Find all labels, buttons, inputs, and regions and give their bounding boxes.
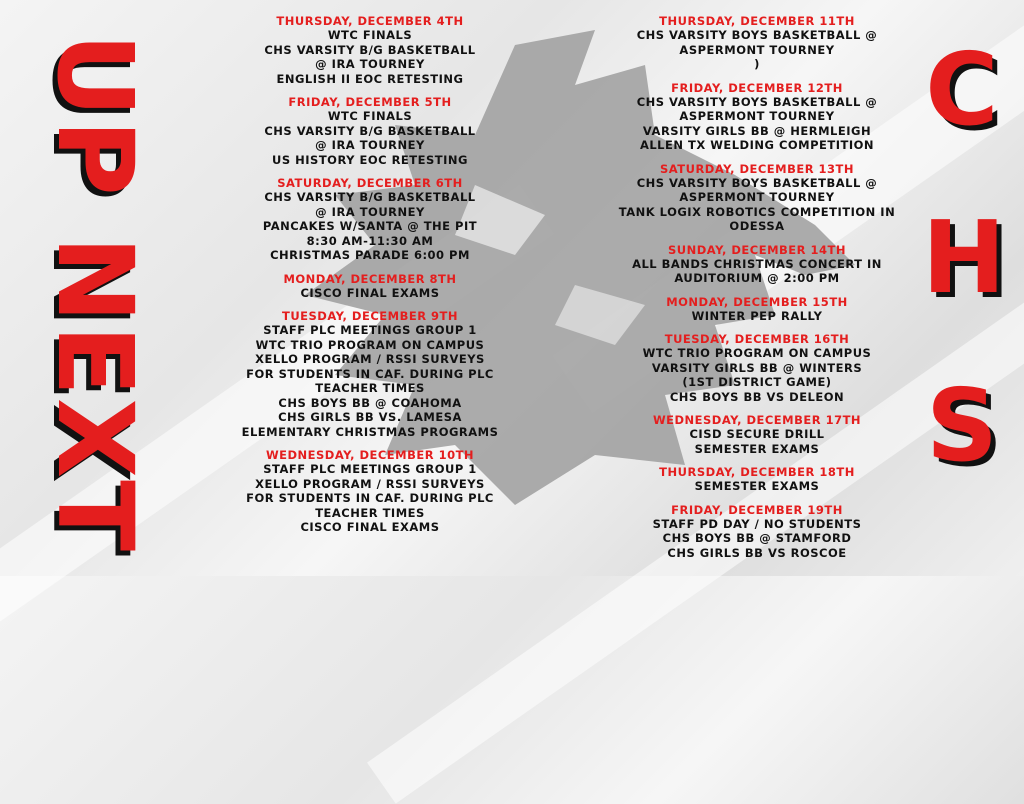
event-item: ASPERMONT TOURNEY [679, 109, 835, 123]
event-item: SEMESTER EXAMS [694, 479, 820, 493]
event-item: US HISTORY EOC RETESTING [272, 152, 468, 167]
schedule-day [205, 95, 535, 167]
schedule-day [592, 295, 922, 324]
event-item: CISCO FINAL EXAMS [300, 520, 440, 534]
left-schedule-column [205, 14, 535, 544]
event-item: FOR STUDENTS IN CAF. DURING PLC [246, 366, 494, 381]
event-item: @ IRA TOURNEY [315, 138, 425, 152]
event-item: CHS VARSITY B/G BASKETBALL [264, 123, 476, 138]
chs-letter-c: C [925, 31, 999, 148]
event-item: (1ST DISTRICT GAME) [682, 375, 832, 389]
schedule-day [205, 14, 535, 86]
event-item: SEMESTER EXAMS [694, 441, 820, 456]
event-item: XELLO PROGRAM / RSSI SURVEYS [255, 352, 485, 366]
event-item: STAFF PLC MEETINGS GROUP 1 [263, 462, 477, 476]
schedule-day [592, 503, 922, 561]
day-title: SATURDAY, DECEMBER 6TH [277, 176, 463, 190]
day-title: TUESDAY, DECEMBER 16TH [664, 332, 850, 346]
event-item: XELLO PROGRAM / RSSI SURVEYS [255, 476, 485, 491]
event-item: ASPERMONT TOURNEY [679, 190, 835, 204]
event-item: FOR STUDENTS IN CAF. DURING PLC [246, 491, 494, 505]
day-title: THURSDAY, DECEMBER 11TH [659, 14, 855, 28]
day-title: TUESDAY, DECEMBER 9TH [281, 309, 459, 323]
day-title: FRIDAY, DECEMBER 12TH [671, 80, 843, 95]
event-item: @ IRA TOURNEY [315, 204, 425, 219]
event-item: ASPERMONT TOURNEY [679, 42, 835, 57]
day-title: MONDAY, DECEMBER 8TH [283, 271, 457, 286]
up-next-title: UP NEXT [34, 33, 156, 554]
event-item: CHS VARSITY BOYS BASKETBALL @ [636, 175, 878, 190]
day-title: FRIDAY, DECEMBER 5TH [288, 95, 452, 109]
schedule-day [592, 413, 922, 456]
event-item: VARSITY GIRLS BB @ WINTERS [651, 360, 863, 375]
event-item: CHS BOYS BB VS DELEON [669, 389, 845, 404]
event-item: ALLEN TX WELDING COMPETITION [639, 138, 875, 152]
event-item: CHS VARSITY B/G BASKETBALL [264, 190, 476, 204]
event-item: ALL BANDS CHRISTMAS CONCERT IN [632, 256, 882, 271]
event-item: TEACHER TIMES [315, 381, 425, 395]
schedule-day [205, 176, 535, 263]
chs-title [922, 31, 1006, 544]
day-title: WEDNESDAY, DECEMBER 10TH [265, 448, 475, 462]
event-item: TANK LOGIX ROBOTICS COMPETITION IN [618, 204, 896, 219]
event-item: CHRISTMAS PARADE 6:00 PM [270, 248, 470, 262]
day-title: WEDNESDAY, DECEMBER 17TH [652, 413, 862, 427]
event-item: CHS VARSITY BOYS BASKETBALL @ [636, 28, 878, 42]
event-item: WTC TRIO PROGRAM ON CAMPUS [255, 337, 485, 352]
day-title: SATURDAY, DECEMBER 13TH [659, 161, 855, 176]
event-item: WINTER PEP RALLY [691, 308, 823, 323]
event-item: CHS VARSITY BOYS BASKETBALL @ [636, 94, 878, 109]
day-title: MONDAY, DECEMBER 15TH [666, 294, 848, 309]
schedule-day [592, 162, 922, 234]
event-item: CHS GIRLS BB VS ROSCOE [667, 545, 847, 560]
schedule-day [592, 332, 922, 404]
event-item: CHS BOYS BB @ STAMFORD [662, 531, 852, 545]
schedule-day [592, 243, 922, 286]
event-item: ODESSA [729, 219, 785, 233]
event-item: CHS BOYS BB @ COAHOMA [278, 395, 462, 410]
schedule-day [592, 81, 922, 153]
schedule-day [592, 14, 922, 72]
event-item: ) [754, 57, 760, 71]
schedule-day [205, 309, 535, 439]
event-item: CHS GIRLS BB VS. LAMESA [278, 410, 462, 424]
event-item: PANCAKES W/SANTA @ THE PIT [262, 219, 478, 233]
event-item: AUDITORIUM @ 2:00 PM [674, 271, 840, 285]
event-item: STAFF PD DAY / NO STUDENTS [652, 516, 862, 531]
event-item: TEACHER TIMES [315, 505, 425, 520]
day-title: THURSDAY, DECEMBER 18TH [659, 465, 855, 479]
day-title: SUNDAY, DECEMBER 14TH [668, 242, 846, 257]
right-schedule-column [592, 14, 922, 569]
chs-letter-h: H [922, 199, 1006, 316]
schedule-day [205, 448, 535, 535]
day-title: FRIDAY, DECEMBER 19TH [671, 502, 843, 517]
schedule-day [205, 272, 535, 301]
event-item: 8:30 AM-11:30 AM [306, 233, 434, 248]
event-item: WTC TRIO PROGRAM ON CAMPUS [642, 346, 872, 360]
event-item: CISD SECURE DRILL [689, 427, 825, 441]
event-item: WTC FINALS [327, 28, 413, 42]
event-item: @ IRA TOURNEY [315, 57, 425, 71]
event-item: CISCO FINAL EXAMS [300, 285, 440, 300]
chs-letter-s: S [925, 367, 999, 484]
event-item: VARSITY GIRLS BB @ HERMLEIGH [642, 123, 872, 138]
schedule-day [592, 465, 922, 494]
event-item: CHS VARSITY B/G BASKETBALL [264, 42, 476, 57]
event-item: ELEMENTARY CHRISTMAS PROGRAMS [241, 424, 499, 439]
event-item: STAFF PLC MEETINGS GROUP 1 [263, 323, 477, 337]
event-item: ENGLISH II EOC RETESTING [276, 71, 464, 86]
day-title: THURSDAY, DECEMBER 4TH [276, 14, 464, 28]
event-item: WTC FINALS [327, 109, 413, 123]
